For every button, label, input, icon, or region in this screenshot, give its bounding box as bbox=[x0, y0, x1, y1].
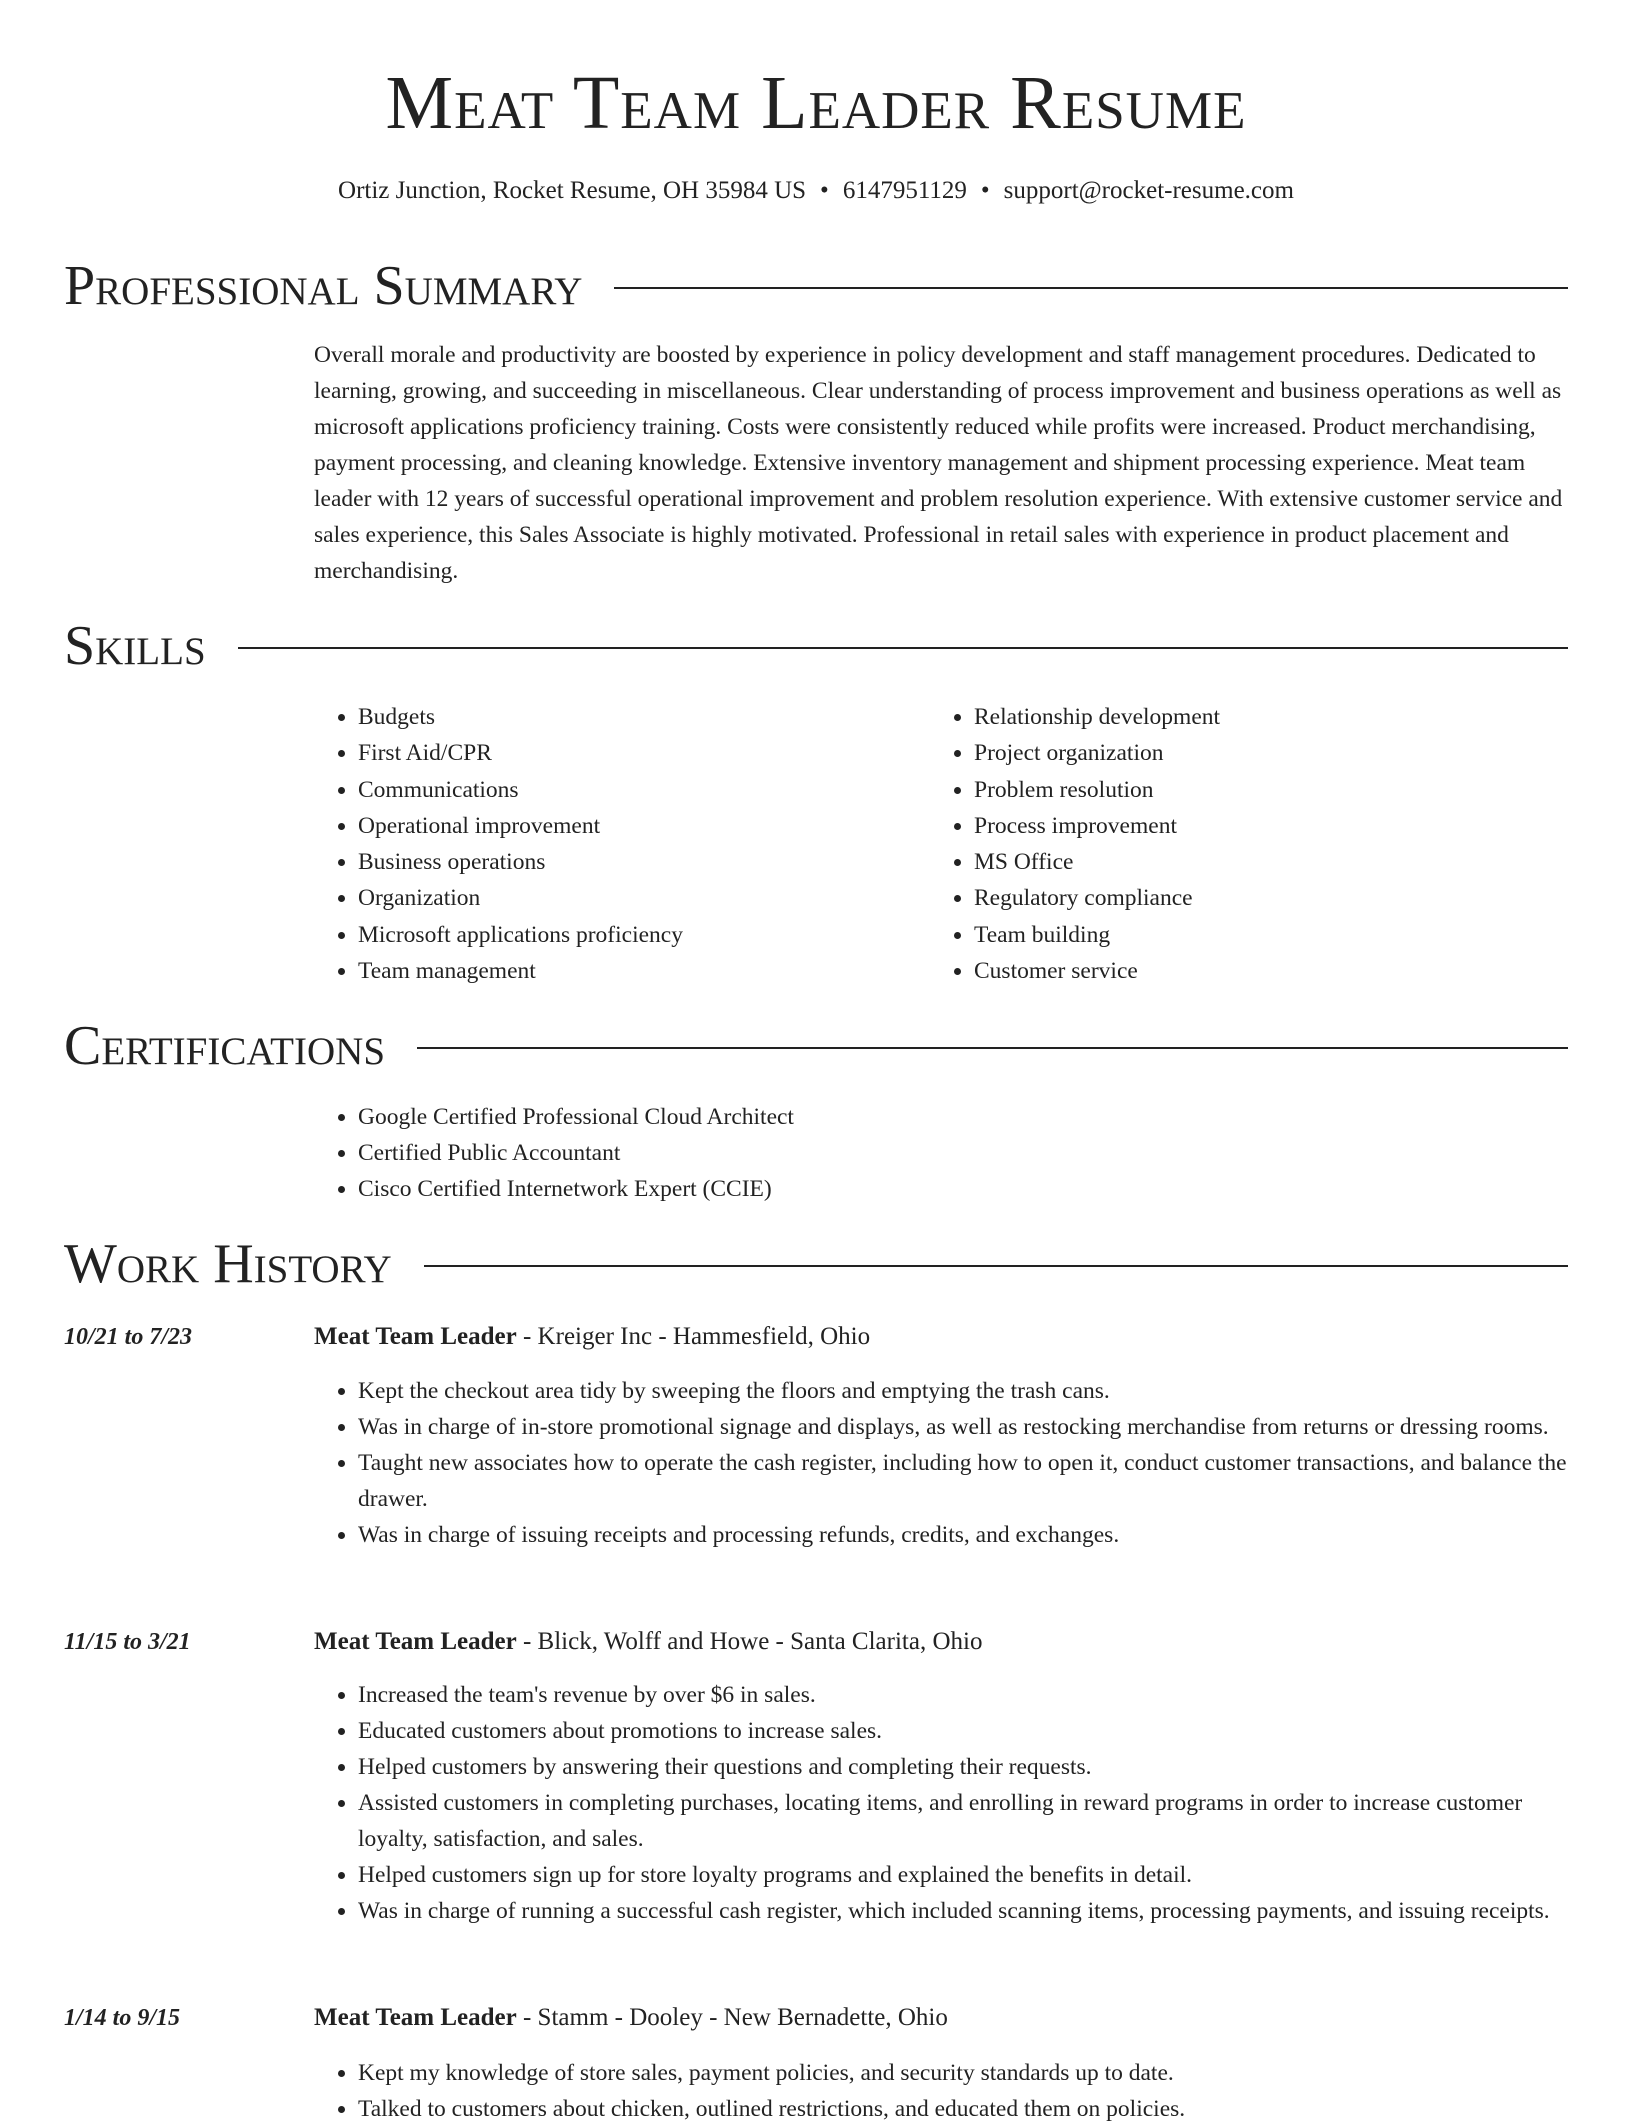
summary-section-header bbox=[64, 254, 1568, 318]
job-title: Meat Team Leader bbox=[314, 1323, 517, 1350]
job-duties bbox=[314, 1677, 1570, 1929]
contact-email[interactable]: support@rocket-resume.com bbox=[1003, 177, 1294, 204]
skill-item: • Team management bbox=[358, 953, 914, 989]
skills-section-title: Skills bbox=[64, 615, 206, 677]
skills-section-header bbox=[64, 614, 1568, 678]
certification-item: • Certified Public Accountant bbox=[358, 1135, 1570, 1171]
job-title: Meat Team Leader bbox=[314, 2004, 517, 2031]
skill-item: • Process improvement bbox=[974, 808, 1530, 844]
skill-item: • Microsoft applications proficiency bbox=[358, 917, 914, 953]
resume-name: Meat Team Leader Resume bbox=[385, 61, 1247, 145]
job-employer: - Stamm - Dooley - New Bernadette, Ohio bbox=[516, 2004, 948, 2031]
skill-item: • Regulatory compliance bbox=[974, 880, 1530, 916]
job-duties bbox=[314, 2055, 1570, 2127]
work-section-title: Work History bbox=[64, 1233, 392, 1295]
skill-item: • Project organization bbox=[974, 735, 1530, 771]
job-duty-item: • Increased the team's revenue by over $6 in sales. bbox=[358, 1677, 1570, 1713]
certifications-list bbox=[314, 1099, 1570, 1207]
skill-item: • MS Office bbox=[974, 844, 1530, 880]
job-duty-item: • Talked to customers about chicken, outlined restrictions, and educated them on policies. bbox=[358, 2091, 1570, 2127]
section-divider bbox=[417, 1047, 1568, 1049]
contact-separator: • bbox=[820, 177, 829, 204]
job-dates: 10/21 to 7/23 bbox=[64, 1324, 193, 1350]
contact-line bbox=[0, 174, 1632, 208]
job-dates: 1/14 to 9/15 bbox=[64, 2005, 181, 2031]
skill-item: • Business operations bbox=[358, 844, 914, 880]
certification-item: • Cisco Certified Internetwork Expert (CCIE) bbox=[358, 1171, 1570, 1207]
job-duty-item: • Was in charge of in-store promotional signage and displays, as well as restocking merchandise from returns or dressing rooms. bbox=[358, 1409, 1570, 1445]
certifications-section-title: Certifications bbox=[64, 1015, 386, 1077]
section-divider bbox=[614, 287, 1568, 289]
job-duty-item: • Assisted customers in completing purchases, locating items, and enrolling in reward programs in order to increase customer loyalty, satisfaction, and sales. bbox=[358, 1785, 1570, 1857]
skill-item: • Relationship development bbox=[974, 699, 1530, 735]
skill-item: • Budgets bbox=[358, 699, 914, 735]
skill-item: • Customer service bbox=[974, 953, 1530, 989]
job-employer: - Kreiger Inc - Hammesfield, Ohio bbox=[516, 1323, 871, 1350]
job-duty-item: • Helped customers by answering their questions and completing their requests. bbox=[358, 1749, 1570, 1785]
section-divider bbox=[424, 1265, 1568, 1267]
job-title: Meat Team Leader bbox=[314, 1628, 517, 1655]
summary-section-title: Professional Summary bbox=[64, 255, 583, 317]
contact-separator: • bbox=[980, 177, 990, 204]
skill-item: • Operational improvement bbox=[358, 808, 914, 844]
job-heading bbox=[314, 2000, 948, 2036]
job-duty-item: • Taught new associates how to operate the cash register, including how to open it, conduct customer transactions, and balance the drawer. bbox=[358, 1445, 1570, 1517]
job-heading bbox=[314, 1624, 982, 1660]
skills-column-right bbox=[930, 699, 1530, 989]
contact-address: Ortiz Junction, Rocket Resume, OH 35984 US bbox=[338, 177, 807, 204]
job-duty-item: • Educated customers about promotions to increase sales. bbox=[358, 1713, 1570, 1749]
job-duty-item: • Was in charge of issuing receipts and processing refunds, credits, and exchanges. bbox=[358, 1517, 1570, 1553]
summary-text: Overall morale and productivity are boosted by experience in policy development and staff management procedures. Dedicated to learning, growing, and succeeding in miscellaneous. Clear understanding of process improvement and business operations as well as microsoft applications proficiency training. Costs were consistently reduced while profits were increased. Product merchandising, payment processing, and cleaning knowledge. Extensive inventory management and shipment processing experience. Meat team leader with 12 years of successful operational improvement and problem resolution experience. With extensive customer service and sales experience, this Sales Associate is highly motivated. Professional in retail sales with experience in product placement and merchandising. bbox=[314, 342, 1563, 584]
certifications-section-header bbox=[64, 1014, 1568, 1078]
job-dates: 11/15 to 3/21 bbox=[64, 1629, 191, 1655]
skills-column-left bbox=[314, 699, 914, 989]
job-duty-item: • Was in charge of running a successful cash register, which included scanning items, processing payments, and issuing receipts. bbox=[358, 1893, 1570, 1929]
job-employer: - Blick, Wolff and Howe - Santa Clarita, Ohio bbox=[516, 1628, 983, 1655]
work-section-header bbox=[64, 1232, 1568, 1296]
job-duty-item: • Helped customers sign up for store loyalty programs and explained the benefits in detail. bbox=[358, 1857, 1570, 1893]
job-heading bbox=[314, 1319, 870, 1355]
job-duty-item: • Kept my knowledge of store sales, payment policies, and security standards up to date. bbox=[358, 2055, 1570, 2091]
skill-item: • Team building bbox=[974, 917, 1530, 953]
skill-item: • Problem resolution bbox=[974, 772, 1530, 808]
skill-item: • First Aid/CPR bbox=[358, 735, 914, 771]
job-duty-item: • Kept the checkout area tidy by sweeping the floors and emptying the trash cans. bbox=[358, 1373, 1570, 1409]
job-duties bbox=[314, 1373, 1570, 1553]
section-divider bbox=[238, 647, 1568, 649]
skill-item: • Communications bbox=[358, 772, 914, 808]
contact-phone: 6147951129 bbox=[842, 177, 967, 204]
skill-item: • Organization bbox=[358, 880, 914, 916]
certification-item: • Google Certified Professional Cloud Architect bbox=[358, 1099, 1570, 1135]
